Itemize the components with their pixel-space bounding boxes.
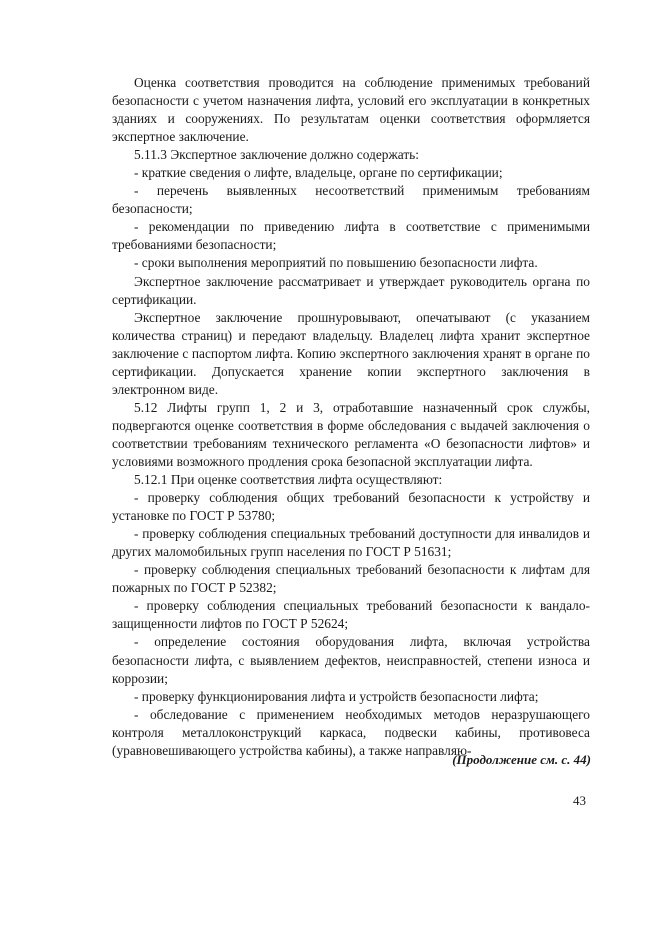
list-item-ndt-inspection: - обследование с применением необходимых методов неразрушающего контроля металлоконструкций каркаса, подвески кабины, противовеса (уравновешивающего устройства кабины), а также направляю-	[112, 706, 590, 758]
paragraph-5-12-1: 5.12.1 При оценке соответствия лифта осуществляют:	[134, 472, 443, 488]
list-item-equipment-state: - определение состояния оборудования лифта, включая устройства безопасности лифта, с выявлением дефектов, неисправностей, степени износа и коррозии;	[112, 634, 590, 686]
list-item-gost-51631: - проверку соблюдения специальных требований доступности для инвалидов и других маломобильных групп населения по ГОСТ Р 51631;	[112, 526, 590, 560]
paragraph-5-12: 5.12 Лифты групп 1, 2 и 3, отработавшие назначенный срок службы, подвергаются оценке соответствия в форме обследования с выдачей заключения о соответствии требованиям технического регламента «О безопасности лифтов» и условиями возможного продления срока безопасной эксплуатации лифта.	[112, 399, 590, 469]
list-item-gost-52382: - проверку соблюдения специальных требований безопасности к лифтам для пожарных по ГОСТ Р 52382;	[112, 562, 590, 596]
paragraph-storage: Экспертное заключение прошнуровывают, опечатывают (с указанием количества страниц) и передают владельцу. Владелец лифта хранит экспертное заключение с паспортом лифта. Копию экспертного заключения хранят в органе по сертификации. Допускается хранение копии экспертного заключения в электронном виде.	[112, 309, 590, 397]
list-item-deadlines: - сроки выполнения мероприятий по повышению безопасности лифта.	[134, 255, 538, 271]
continuation-note: (Продолжение см. с. 44)	[452, 752, 591, 767]
paragraph-assessment-intro: Оценка соответствия проводится на соблюдение применимых требований безопасности с учетом назначения лифта, условий его эксплуатации в конкретных зданиях и сооружениях. По результатам оценки соответствия оформляется экспертное заключение.	[112, 75, 590, 145]
paragraph-5-11-3: 5.11.3 Экспертное заключение должно содержать:	[134, 147, 420, 163]
page-number: 43	[573, 793, 586, 808]
list-item-functioning: - проверку функционирования лифта и устройств безопасности лифта;	[134, 688, 539, 704]
list-item-recommendations: - рекомендации по приведению лифта в соответствие с применимыми требованиями безопасности;	[112, 219, 590, 253]
list-item-brief-info: - краткие сведения о лифте, владельце, органе по сертификации;	[134, 165, 503, 181]
paragraph-approval: Экспертное заключение рассматривает и утверждает руководитель органа по сертификации.	[112, 273, 590, 307]
body-text	[112, 74, 590, 760]
list-item-gost-52624: - проверку соблюдения специальных требований безопасности к вандало-защищенности лифтов по ГОСТ Р 52624;	[112, 598, 590, 632]
list-item-nonconformities: - перечень выявленных несоответствий применимым требованиям безопасности;	[112, 183, 590, 217]
list-item-gost-53780: - проверку соблюдения общих требований безопасности к устройству и установке по ГОСТ Р 53780;	[112, 490, 590, 524]
